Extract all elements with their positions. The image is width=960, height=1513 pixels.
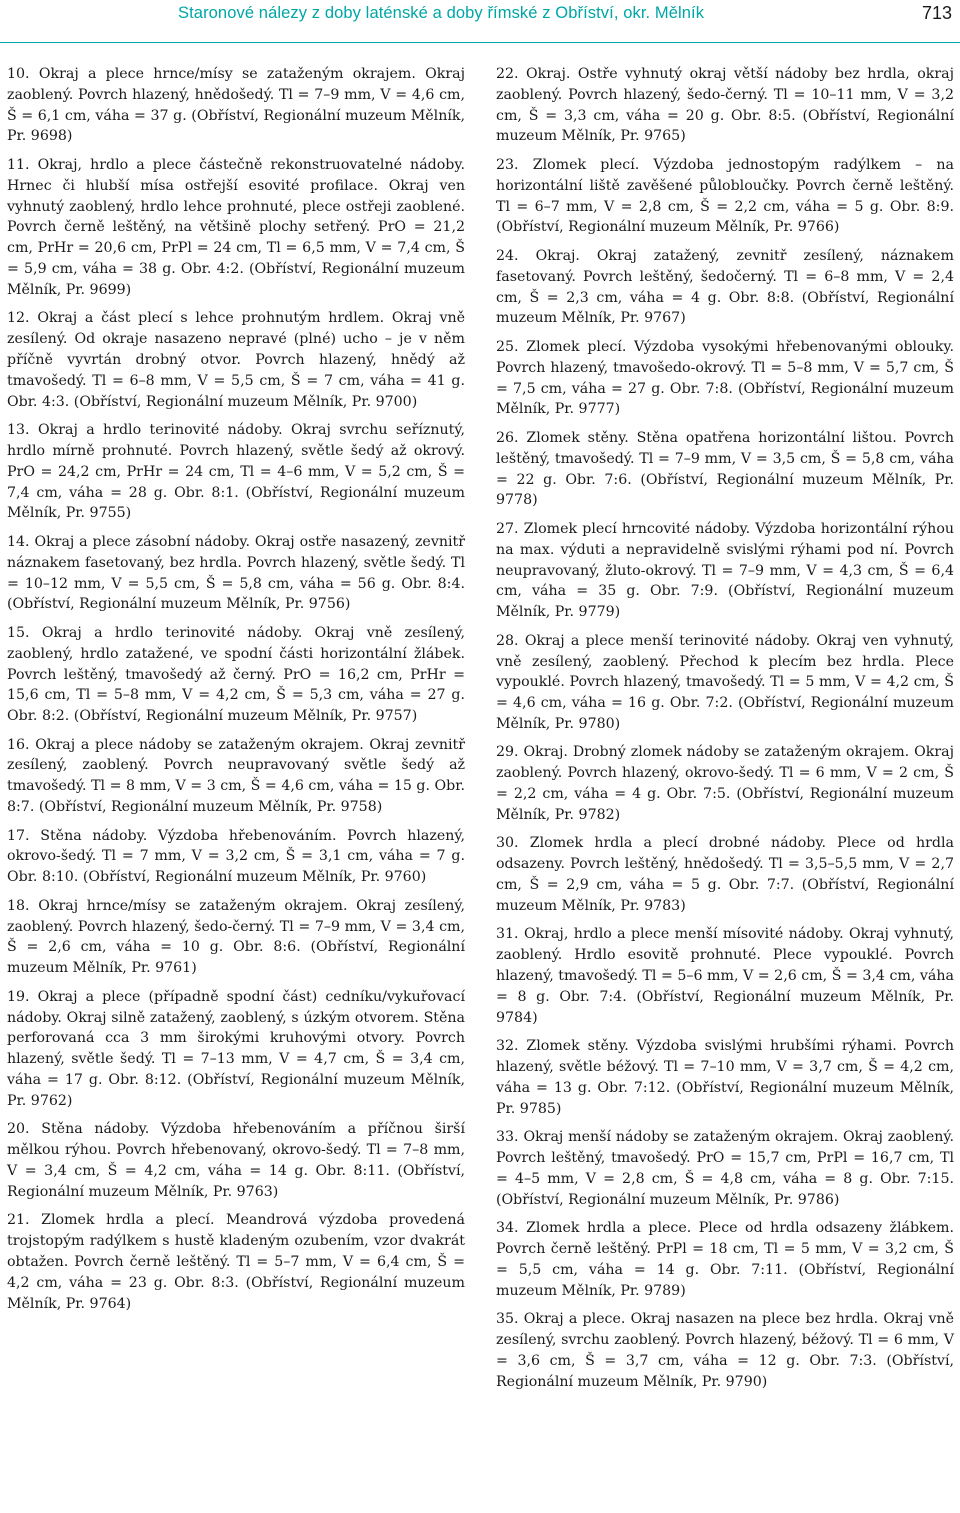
catalog-entry <box>496 337 954 420</box>
catalog-entry <box>7 826 465 888</box>
entry-number: 32. <box>496 1038 519 1055</box>
catalog-entry <box>7 155 465 301</box>
catalog-entry <box>7 1210 465 1314</box>
catalog-entry <box>496 631 954 735</box>
catalog-entry <box>496 1309 954 1392</box>
entry-text: Zlomek plecí. Výzdoba jednostopým radýlkem – na horizontální liště zavěšené půlobloučky. Povrch černě leštěný. Tl = 6–7 mm, V = 2,8 cm, Š = 2,2 cm, váha = 5 g. Obr. 8:9. (Obříství, Regionální muzeum Mělník, Pr. 9766) <box>496 156 954 236</box>
page-number: 713 <box>921 3 952 23</box>
entry-text: Okraj, hrdlo a plece menší mísovité nádoby. Okraj vyhnutý, zaoblený. Hrdlo esovitě prohnuté. Plece vypouklé. Povrch hlazený, tmavošedý. Tl = 5–6 mm, V = 2,6 cm, Š = 3,4 cm, váha = 8 g. Obr. 7:4. (Obříství, Regionální muzeum Mělník, Pr. 9784) <box>496 926 954 1026</box>
entry-text: Zlomek plecí. Výzdoba vysokými hřebenovanými oblouky. Povrch hlazený, tmavošedo-okrový. Tl = 5–8 mm, V = 5,7 cm, Š = 7,5 cm, váha = 27 g. Obr. 7:8. (Obříství, Regionální muzeum Mělník, Pr. 9777) <box>496 338 954 418</box>
entry-text: Okraj menší nádoby se zataženým okrajem. Okraj zaoblený. Povrch leštěný, tmavošedý. PrO = 15,7 cm, PrPl = 16,7 cm, Tl = 4–5 mm, V = 2,8 cm, Š = 4,8 cm, váha = 8 g. Obr. 7:15. (Obříství, Regionální muzeum Mělník, Pr. 9786) <box>496 1129 955 1208</box>
entry-text: Zlomek stěny. Stěna opatřena horizontální lištou. Povrch leštěný, tmavošedý. Tl = 7–9 mm, V = 3,5 cm, Š = 5,8 cm, váha = 22 g. Obr. 7:6. (Obříství, Regionální muzeum Mělník, Pr. 9778) <box>496 429 954 509</box>
entry-number: 13. <box>7 422 30 439</box>
catalog-entry <box>7 420 465 524</box>
entry-text: Okraj a plece nádoby se zataženým okrajem. Okraj zevnitř zesílený, zaoblený. Povrch neupravovaný světle šedý až tmavošedý. Tl = 8 mm, V = 3 cm, Š = 4,6 cm, váha = 15 g. Obr. 8:7. (Obříství, Regionální muzeum Mělník, Pr. 9758) <box>7 736 466 816</box>
entry-number: 25. <box>496 338 519 355</box>
catalog-entry <box>496 1127 954 1210</box>
entry-text: Okraj a hrdlo terinovité nádoby. Okraj svrchu seříznutý, hrdlo mírně prohnuté. Povrch hlazený, světle šedý až okrový. PrO = 24,2 cm, PrHr = 24 cm, Tl = 4–6 mm, V = 5,2 cm, Š = 7,4 cm, váha = 28 g. Obr. 8:1. (Obříství, Regionální muzeum Mělník, Pr. 9755) <box>7 422 465 522</box>
entry-text: Okraj a plece hrnce/mísy se zataženým okrajem. Okraj zaoblený. Povrch hlazený, hnědošedý. Tl = 7–9 mm, V = 4,6 cm, Š = 6,1 cm, váha = 37 g. (Obříství, Regionální muzeum Mělník, Pr. 9698) <box>7 66 465 145</box>
catalog-entry <box>496 924 954 1028</box>
entry-number: 11. <box>7 156 30 173</box>
entry-number: 26. <box>496 429 519 446</box>
catalog-entry <box>7 64 465 147</box>
entry-number: 23. <box>496 156 519 173</box>
entry-number: 15. <box>7 624 30 641</box>
catalog-entry <box>7 896 465 979</box>
entry-text: Okraj a plece zásobní nádoby. Okraj ostře nasazený, zevnitř náznakem fasetovaný, bez hrdla. Povrch hlazený, světle šedý. Tl = 10–12 mm, V = 5,5 cm, Š = 5,8 cm, váha = 56 g. Obr. 8:4. (Obříství, Regionální muzeum Mělník, Pr. 9756) <box>7 533 465 613</box>
entry-number: 28. <box>496 632 519 649</box>
catalog-entry <box>7 532 465 615</box>
catalog-entry <box>496 1218 954 1301</box>
entry-number: 12. <box>7 310 30 327</box>
entry-text: Okraj a hrdlo terinovité nádoby. Okraj vně zesílený, zaoblený, hrdlo zatažené, ve spodní části horizontální žlábek. Povrch leštěný, tmavošedý až černý. PrO = 16,2 cm, PrHr = 15,6 cm, Tl = 5–8 mm, V = 4,2 cm, Š = 5,3 cm, váha = 27 g. Obr. 8:2. (Obříství, Regionální muzeum Mělník, Pr. 9757) <box>7 624 466 725</box>
entry-text: Zlomek stěny. Výzdoba svislými hrubšími rýhami. Povrch hlazený, světle béžový. Tl = 7–10 mm, V = 3,7 cm, Š = 4,2 cm, váha = 13 g. Obr. 7:12. (Obříství, Regionální muzeum Mělník, Pr. 9785) <box>496 1038 954 1117</box>
catalog-entry <box>496 1036 954 1119</box>
entry-number: 16. <box>7 736 30 753</box>
entry-text: Okraj. Ostře vyhnutý okraj větší nádoby bez hrdla, okraj zaoblený. Povrch hlazený, šedo-černý. Tl = 10–11 mm, V = 3,2 cm, Š = 3,3 cm, váha = 20 g. Obr. 8:5. (Obříství, Regionální muzeum Mělník, Pr. 9765) <box>496 66 955 145</box>
entry-number: 19. <box>7 988 30 1005</box>
right-column <box>496 64 954 1400</box>
entry-number: 10. <box>7 66 30 82</box>
catalog-entry <box>496 519 954 623</box>
catalog-entry <box>7 308 465 412</box>
entry-text: Zlomek plecí hrncovité nádoby. Výzdoba horizontální rýhou na max. výduti a nepravidelně svislými rýhami pod ní. Povrch neupravovaný, žluto-okrový. Tl = 7–9 mm, V = 4,3 cm, Š = 6,4 cm, váha = 35 g. Obr. 7:9. (Obříství, Regionální muzeum Mělník, Pr. 9779) <box>496 520 954 621</box>
entry-text: Okraj hrnce/mísy se zataženým okrajem. Okraj zesílený, zaoblený. Povrch hlazený, šedo-černý. Tl = 7–9 mm, V = 3,4 cm, Š = 2,6 cm, váha = 10 g. Obr. 8:6. (Obříství, Regionální muzeum Mělník, Pr. 9761) <box>7 897 465 977</box>
page-header <box>0 0 960 43</box>
entry-text: Okraj. Okraj zatažený, zevnitř zesílený, náznakem fasetovaný. Povrch leštěný, šedočerný. Tl = 6–8 mm, V = 2,4 cm, Š = 2,3 cm, váha = 4 g. Obr. 8:8. (Obříství, Regionální muzeum Mělník, Pr. 9767) <box>496 247 954 327</box>
left-column <box>7 64 465 1322</box>
catalog-entry <box>496 833 954 916</box>
catalog-entry <box>496 428 954 511</box>
entry-number: 35. <box>496 1311 519 1328</box>
entry-number: 33. <box>496 1129 519 1146</box>
entry-number: 34. <box>496 1220 519 1237</box>
entry-text: Stěna nádoby. Výzdoba hřebenováním a příčnou širší mělkou rýhou. Povrch hřebenovaný, okrovo-šedý. Tl = 7–8 mm, V = 3,4 cm, Š = 4,2 cm, váha = 14 g. Obr. 8:11. (Obříství, Regionální muzeum Mělník, Pr. 9763) <box>7 1121 465 1200</box>
catalog-entry <box>496 155 954 238</box>
entry-number: 20. <box>7 1121 30 1138</box>
entry-text: Okraj. Drobný zlomek nádoby se zataženým okrajem. Okraj zaoblený. Povrch hlazený, okrovo-šedý. Tl = 6 mm, V = 2 cm, Š = 2,2 cm, váha = 4 g. Obr. 7:5. (Obříství, Regionální muzeum Mělník, Pr. 9782) <box>496 744 954 823</box>
catalog-entry <box>7 1119 465 1202</box>
entry-number: 18. <box>7 897 30 914</box>
entry-number: 27. <box>496 520 519 537</box>
entry-text: Stěna nádoby. Výzdoba hřebenováním. Povrch hlazený, okrovo-šedý. Tl = 7 mm, V = 3,2 cm, Š = 3,1 cm, váha = 7 g. Obr. 8:10. (Obříství, Regionální muzeum Mělník, Pr. 9760) <box>7 827 466 886</box>
entry-text: Zlomek hrdla a plece. Plece od hrdla odsazeny žlábkem. Povrch černě leštěný. PrPl = 18 cm, Tl = 5 mm, V = 3,2 cm, Š = 5,5 cm, váha = 14 g. Obr. 7:11. (Obříství, Regionální muzeum Mělník, Pr. 9789) <box>496 1220 955 1299</box>
entry-text: Okraj a plece. Okraj nasazen na plece bez hrdla. Okraj vně zesílený, svrchu zaoblený. Povrch hlazený, béžový. Tl = 6 mm, V = 3,6 cm, Š = 3,7 cm, váha = 12 g. Obr. 7:3. (Obříství, Regionální muzeum Mělník, Pr. 9790) <box>496 1311 954 1390</box>
entry-number: 17. <box>7 827 30 844</box>
entry-number: 29. <box>496 744 519 761</box>
entry-number: 30. <box>496 835 519 852</box>
entry-number: 22. <box>496 66 519 82</box>
catalog-entry <box>496 742 954 825</box>
catalog-entry <box>496 246 954 329</box>
entry-text: Zlomek hrdla a plecí. Meandrová výzdoba provedená trojstopým radýlkem s hustě kladeným ozubením, vzor dvakrát obtažen. Povrch černě leštěný. Tl = 5–7 mm, V = 6,4 cm, Š = 4,2 cm, váha = 23 g. Obr. 8:3. (Obříství, Regionální muzeum Mělník, Pr. 9764) <box>7 1212 465 1312</box>
catalog-entry <box>496 64 954 147</box>
entry-number: 24. <box>496 247 519 264</box>
entry-text: Okraj a plece menší terinovité nádoby. Okraj ven vyhnutý, vně zesílený, zaoblený. Přechod k plecím bez hrdla. Plece vypouklé. Povrch hlazený, tmavošedý. Tl = 5 mm, V = 4,2 cm, Š = 4,6 cm, váha = 16 g. Obr. 7:2. (Obříství, Regionální muzeum Mělník, Pr. 9780) <box>496 632 955 732</box>
catalog-entry <box>7 735 465 818</box>
entry-number: 21. <box>7 1212 30 1229</box>
entry-text: Okraj a část plecí s lehce prohnutým hrdlem. Okraj vně zesílený. Od okraje nasazeno nepravé (plné) ucho – je v něm příčně vyvrtán drobný otvor. Povrch hlazený, hnědý až tmavošedý. Tl = 6–8 mm, V = 5,5 cm, Š = 7 cm, váha = 41 g. Obr. 4:3. (Obříství, Regionální muzeum Mělník, Pr. 9700) <box>7 310 466 410</box>
catalog-entry <box>7 623 465 727</box>
entry-text: Okraj, hrdlo a plece částečně rekonstruovatelné nádoby. Hrnec či hlubší mísa ostřejší esovité profilace. Okraj ven vyhnutý zaoblený, hrdlo lehce prohnuté, plece ostřeji zaoblené. Povrch černě leštěný, na většině plochy setřený. PrO = 21,2 cm, PrHr = 20,6 cm, PrPl = 24 cm, Tl = 6,5 mm, V = 7,4 cm, Š = 5,9 cm, váha = 38 g. Obr. 4:2. (Obříství, Regionální muzeum Mělník, Pr. 9699) <box>7 156 465 298</box>
entry-number: 14. <box>7 533 30 550</box>
entry-text: Zlomek hrdla a plecí drobné nádoby. Plece od hrdla odsazeny. Povrch leštěný, hnědošedý. Tl = 3,5–5,5 mm, V = 2,7 cm, Š = 2,9 cm, váha = 5 g. Obr. 7:7. (Obříství, Regionální muzeum Mělník, Pr. 9783) <box>496 835 954 914</box>
catalog-entry <box>7 987 465 1112</box>
running-title: Staronové nálezy z doby laténské a doby římské z Obříství, okr. Mělník <box>178 4 705 22</box>
entry-number: 31. <box>496 926 519 943</box>
entry-text: Okraj a plece (případně spodní část) cedníku/vykuřovací nádoby. Okraj silně zatažený, zaoblený, s úzkým otvorem. Stěna perforovaná cca 3 mm širokými kruhovými otvory. Povrch hlazený, světle šedý. Tl = 7–13 mm, V = 4,7 cm, Š = 3,4 cm, váha = 17 g. Obr. 8:12. (Obříství, Regionální muzeum Mělník, Pr. 9762) <box>7 988 465 1109</box>
